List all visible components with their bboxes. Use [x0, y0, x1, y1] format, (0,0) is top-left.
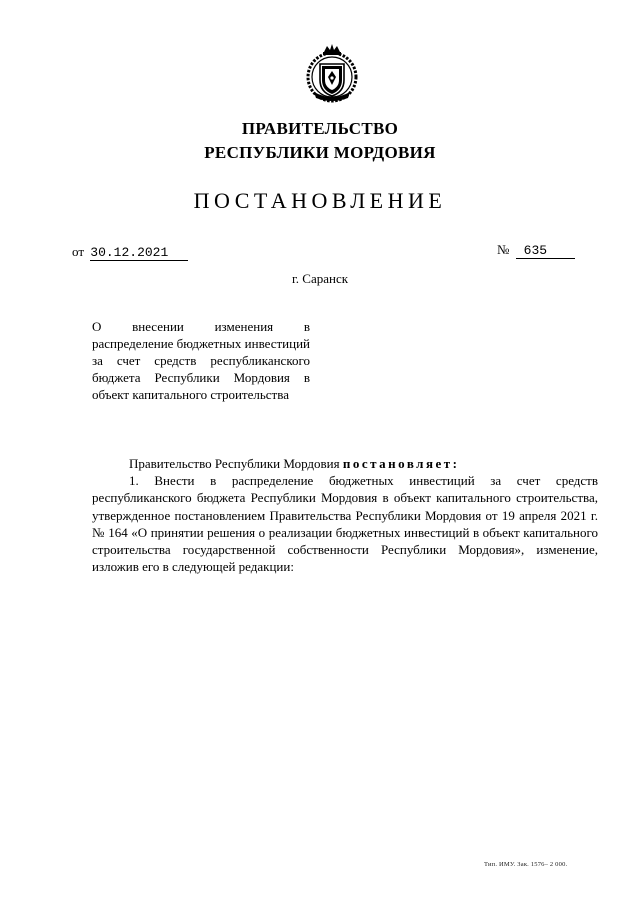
preamble-verb: постановляет: [342, 456, 460, 471]
city: г. Саранск [291, 271, 349, 286]
date-value: 30.12.2021 [90, 246, 188, 261]
government-line-2: РЕСПУБЛИКИ МОРДОВИЯ [204, 143, 436, 162]
preamble-text: Правительство Республики Мордовия [129, 456, 343, 471]
number-value: 635 [516, 244, 575, 259]
government-line-1: ПРАВИТЕЛЬСТВО [241, 119, 399, 138]
number-prefix: № [497, 242, 510, 257]
item-1: 1. Внести в распределение бюджетных инвестиций за счет средств республиканского бюджета Республики Мордовия в объект капитального строительства, утвержденное постановлением Правительства Республики Мордовия от 19 апреля 2021 г. № 164 «О принятии решения о реализации бюджетных инвестиций в объект капитального строительства государственной собственности Республики Мордовия», изменение, изложив его в следующей редакции: [92, 473, 598, 575]
document-body [92, 455, 598, 575]
date-field [72, 244, 188, 261]
coat-of-arms-icon [300, 40, 364, 104]
number-field [497, 242, 575, 259]
print-info: Тип. ИМУ. Зак. 1576– 2 000. [484, 861, 568, 868]
date-prefix: от [72, 244, 85, 259]
document-type: ПОСТАНОВЛЕНИЕ [193, 188, 447, 213]
government-title [0, 117, 640, 165]
document-subject: О внесении изменения в распределение бюджетных инвестиций за счет средств республиканского бюджета Республики Мордовия в объект капитального строительства [92, 319, 311, 402]
preamble [92, 455, 598, 472]
